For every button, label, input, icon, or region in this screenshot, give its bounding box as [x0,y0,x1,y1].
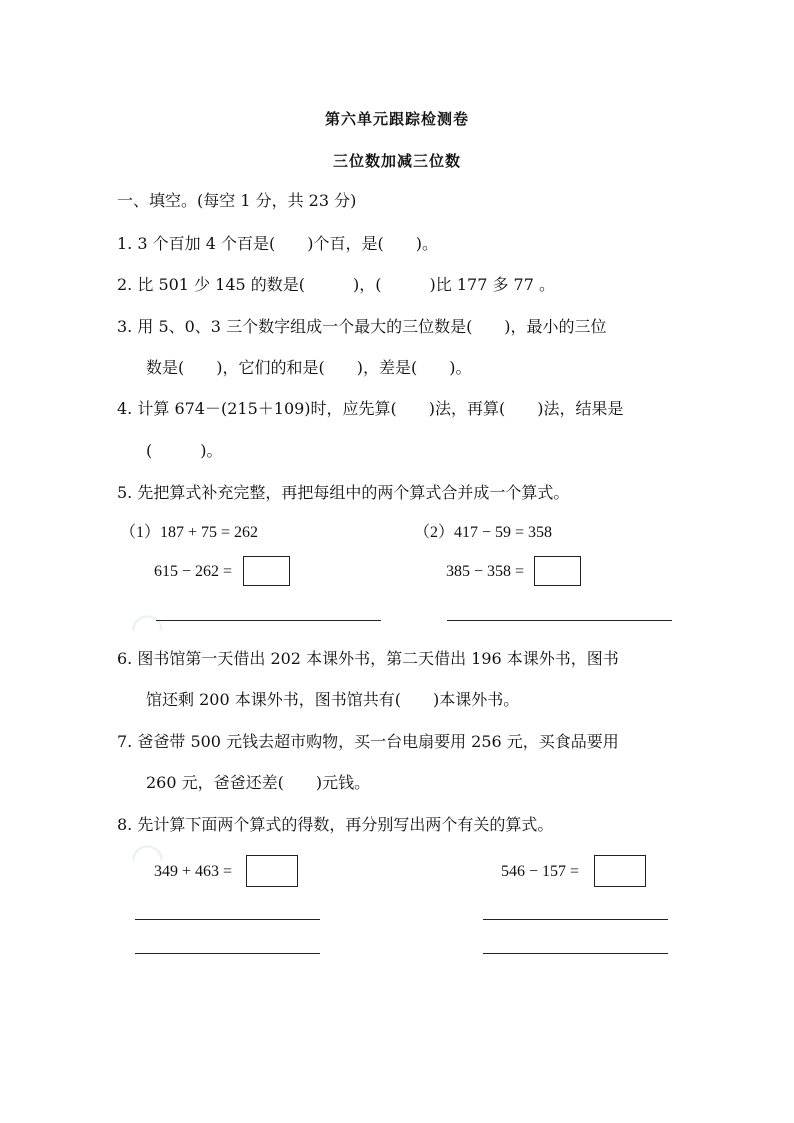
question-6-line-2: 馆还剩 200 本课外书，图书馆共有( )本课外书。 [146,690,520,709]
page-subtitle: 三位数加减三位数 [332,152,461,170]
q8-right-equation: 546 − 157 = [501,863,580,880]
q5-group1-answer-line[interactable] [156,620,381,621]
watermark-left-top: ◠ [130,605,165,651]
q8-right-answer-line-2[interactable] [483,953,668,954]
watermark-left-bottom: ◠ [130,835,165,881]
question-2: 2. 比 501 少 145 的数是( )，( )比 177 多 77 。 [117,275,555,294]
section-heading: 一、填空。(每空 1 分，共 23 分) [117,191,357,210]
q8-right-answer-line-1[interactable] [483,919,668,920]
q5-group1-given: （1）187 + 75 = 262 [120,524,259,541]
question-4-line-2: ( )。 [146,441,223,460]
question-8: 8. 先计算下面两个算式的得数，再分别写出两个有关的算式。 [117,815,554,834]
question-3-line-2: 数是( )，它们的和是( )，差是( )。 [146,358,472,377]
question-7-line-1: 7. 爸爸带 500 元钱去超市购物，买一台电扇要用 256 元，买食品要用 [117,732,619,751]
question-3-line-1: 3. 用 5、0、3 三个数字组成一个最大的三位数是( )，最小的三位 [117,317,607,336]
question-1: 1. 3 个百加 4 个百是( )个百，是( )。 [117,234,438,253]
q8-right-answer-box[interactable] [594,855,646,887]
page-title: 第六单元跟踪检测卷 [324,110,469,128]
q5-group1-calc: 615 − 262 = [154,563,233,580]
q8-left-equation: 349 + 463 = [154,863,233,880]
q8-left-answer-line-2[interactable] [135,953,320,954]
q5-group2-answer-box[interactable] [534,556,581,586]
q5-group2-answer-line[interactable] [447,620,672,621]
question-4-line-1: 4. 计算 674－(215＋109)时，应先算( )法，再算( )法，结果是 [117,399,624,418]
q5-group1-answer-box[interactable] [243,556,290,586]
q5-group2-given: （2）417 − 59 = 358 [414,524,553,541]
question-7-line-2: 260 元，爸爸还差( )元钱。 [146,773,371,792]
q5-group2-calc: 385 − 358 = [446,563,525,580]
question-5: 5. 先把算式补充完整，再把每组中的两个算式合并成一个算式。 [117,483,570,502]
question-6-line-1: 6. 图书馆第一天借出 202 本课外书，第二天借出 196 本课外书，图书 [117,649,619,668]
q8-left-answer-box[interactable] [246,855,298,887]
q8-left-answer-line-1[interactable] [135,919,320,920]
